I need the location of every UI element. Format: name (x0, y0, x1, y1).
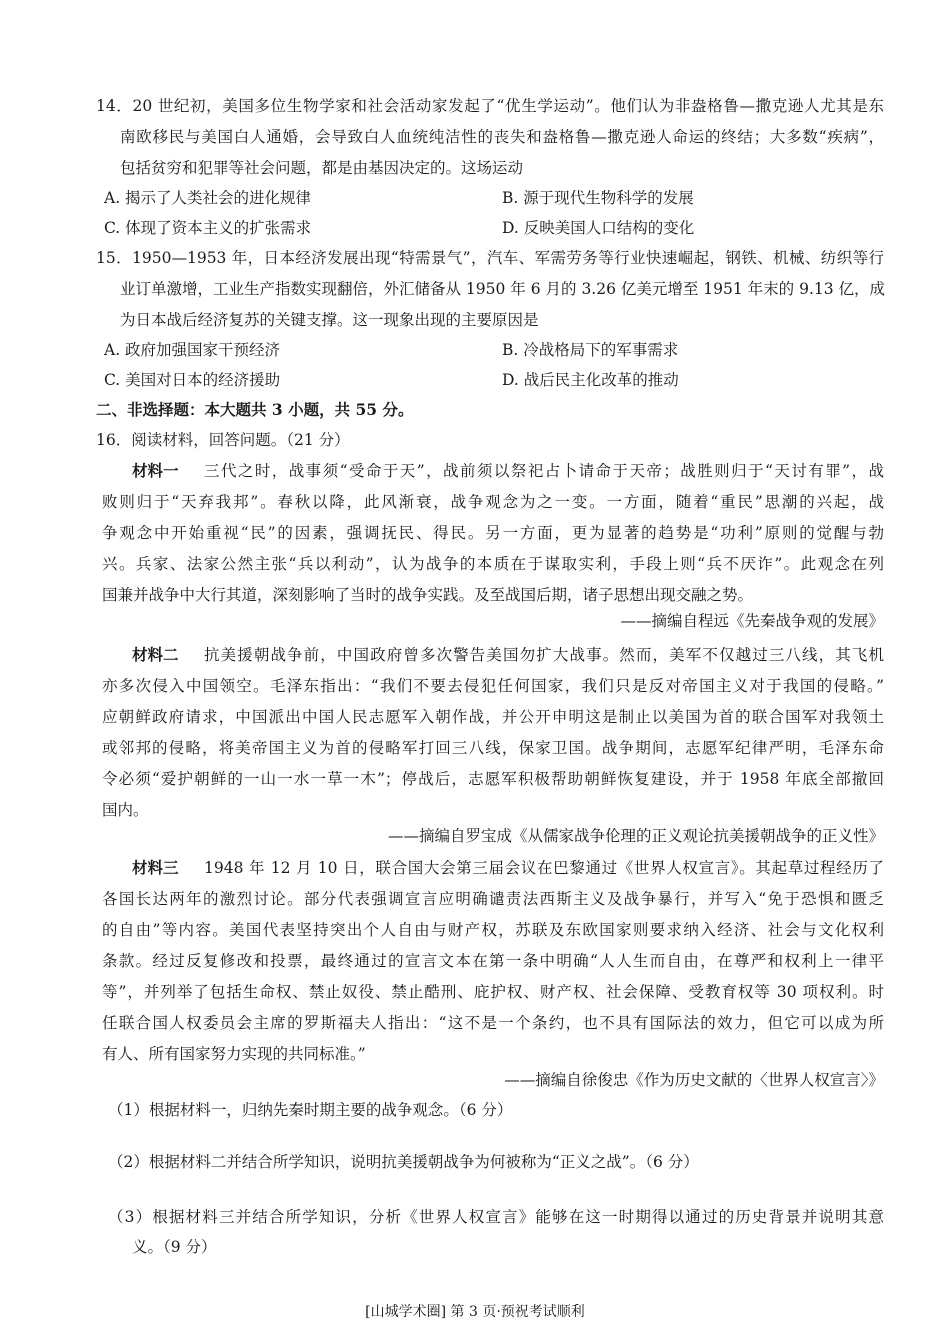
q14-option-d: D. 反映美国人口结构的变化 (502, 219, 695, 237)
q15-stem-line-1: 15．1950—1953 年，日本经济发展出现“特需景气”，汽车、军需劳务等行业快速崛起，钢铁、机械、纺织等行 (96, 249, 884, 267)
q14-stem-line-3: 包括贫穷和犯罪等社会问题，都是由基因决定的。这场运动 (120, 159, 524, 177)
material1-line-2: 败则归于“天弃我邦”。春秋以降，此风渐衰，战争观念为之一变。一方面，随着“重民”思潮的兴起，战 (102, 493, 884, 511)
material2-line-3: 应朝鲜政府请求，中国派出中国人民志愿军入朝作战，并公开申明这是制止以美国为首的联合国军对我领土 (102, 708, 884, 726)
q16-subquestion-3-line-1: （3）根据材料三并结合所学知识，分析《世界人权宣言》能够在这一时期得以通过的历史背景并说明其意 (108, 1208, 884, 1226)
q15-option-d: D. 战后民主化改革的推动 (502, 371, 679, 389)
q16-subquestion-3-line-2: 义。（9 分） (132, 1238, 217, 1256)
material3-line-3: 的自由”等内容。美国代表坚持突出个人自由与财产权，苏联及东欧国家则要求纳入经济、社会与文化权利 (102, 921, 884, 939)
material2-line-4: 或邻邦的侵略，将美帝国主义为首的侵略军打回三八线，保家卫国。战争期间，志愿军纪律严明，毛泽东命 (102, 739, 884, 757)
material3-line-6: 任联合国人权委员会主席的罗斯福夫人指出：“这不是一个条约，也不具有国际法的效力，但它可以成为所 (102, 1014, 884, 1032)
material3-source: ——摘编自徐俊忠《作为历史文献的〈世界人权宣言〉》 (504, 1071, 884, 1089)
q14-option-b: B. 源于现代生物科学的发展 (502, 189, 694, 207)
material3-line-7: 有人、所有国家努力实现的共同标准。” (102, 1045, 366, 1063)
material3-line-2: 各国长达两年的激烈讨论。部分代表强调宣言应明确谴责法西斯主义及战争暴行，并写入“免于恐惧和匮乏 (102, 890, 884, 908)
material2-label: 材料二 (132, 645, 179, 664)
material1-line-1: 三代之时，战事须“受命于天”，战前须以祭祀占卜请命于天帝；战胜则归于“天讨有罪”，战 (204, 462, 884, 480)
material3-label: 材料三 (132, 858, 179, 877)
section-heading: 二、非选择题：本大题共 3 小题，共 55 分。 (96, 400, 414, 419)
material1-source: ——摘编自程远《先秦战争观的发展》 (620, 612, 884, 630)
material1-line-5: 国兼并战争中大行其道，深刻影响了当时的战争实践。及至战国后期，诸子思想出现交融之势。 (102, 586, 754, 604)
q15-option-c: C. 美国对日本的经济援助 (104, 371, 281, 389)
q14-option-c: C. 体现了资本主义的扩张需求 (104, 219, 312, 237)
material3-line-5: 等”，并列举了包括生命权、禁止奴役、禁止酷刑、庇护权、财产权、社会保障、受教育权等 30 项权利。时 (102, 983, 884, 1001)
material2-line-6: 国内。 (102, 801, 149, 819)
q15-option-b: B. 冷战格局下的军事需求 (502, 341, 679, 359)
q16-subquestion-2: （2）根据材料二并结合所学知识，说明抗美援朝战争为何被称为“正义之战”。（6 分） (108, 1153, 699, 1171)
q15-stem-line-3: 为日本战后经济复苏的关键支撑。这一现象出现的主要原因是 (120, 311, 539, 329)
q16-intro: 16．阅读材料，回答问题。（21 分） (96, 431, 350, 449)
material1-line-4: 兴。兵家、法家公然主张“兵以利动”，认为战争的本质在于谋取实利，手段上则“兵不厌诈”。此观念在列 (102, 555, 884, 573)
q14-option-a: A. 揭示了人类社会的进化规律 (104, 189, 312, 207)
material2-line-5: 令必须“爱护朝鲜的一山一水一草一木”；停战后，志愿军积极帮助朝鲜恢复建设，并于 1958 年底全部撤回 (102, 770, 884, 788)
page-footer: [山城学术圈] 第 3 页·预祝考试顺利 (365, 1304, 585, 1320)
material3-line-1: 1948 年 12 月 10 日，联合国大会第三届会议在巴黎通过《世界人权宣言》。其起草过程经历了 (204, 859, 884, 877)
q14-stem-line-2: 南欧移民与美国白人通婚，会导致白人血统纯洁性的丧失和盎格鲁—撒克逊人命运的终结；大多数“疾病”， (120, 128, 884, 146)
material1-label: 材料一 (132, 461, 179, 480)
q14-stem-line-1: 14．20 世纪初，美国多位生物学家和社会活动家发起了“优生学运动”。他们认为非盎格鲁—撒克逊人尤其是东 (96, 97, 884, 115)
q16-subquestion-1: （1）根据材料一，归纳先秦时期主要的战争观念。（6 分） (108, 1101, 513, 1119)
q15-stem-line-2: 业订单激增，工业生产指数实现翻倍，外汇储备从 1950 年 6 月的 3.26 亿美元增至 1951 年末的 9.13 亿，成 (120, 280, 886, 298)
material3-line-4: 条款。经过反复修改和投票，最终通过的宣言文本在第一条中明确“人人生而自由，在尊严和权利上一律平 (102, 952, 884, 970)
material2-line-2: 亦多次侵入中国领空。毛泽东指出：“我们不要去侵犯任何国家，我们只是反对帝国主义对于我国的侵略。” (102, 677, 884, 695)
material1-line-3: 争观念中开始重视“民”的因素，强调抚民、得民。另一方面，更为显著的趋势是“功利”原则的觉醒与勃 (102, 524, 884, 542)
material2-line-1: 抗美援朝战争前，中国政府曾多次警告美国勿扩大战事。然而，美军不仅越过三八线，其飞机 (204, 646, 884, 664)
q15-option-a: A. 政府加强国家干预经济 (104, 341, 281, 359)
material2-source: ——摘编自罗宝成《从儒家战争伦理的正义观论抗美援朝战争的正义性》 (387, 827, 884, 845)
